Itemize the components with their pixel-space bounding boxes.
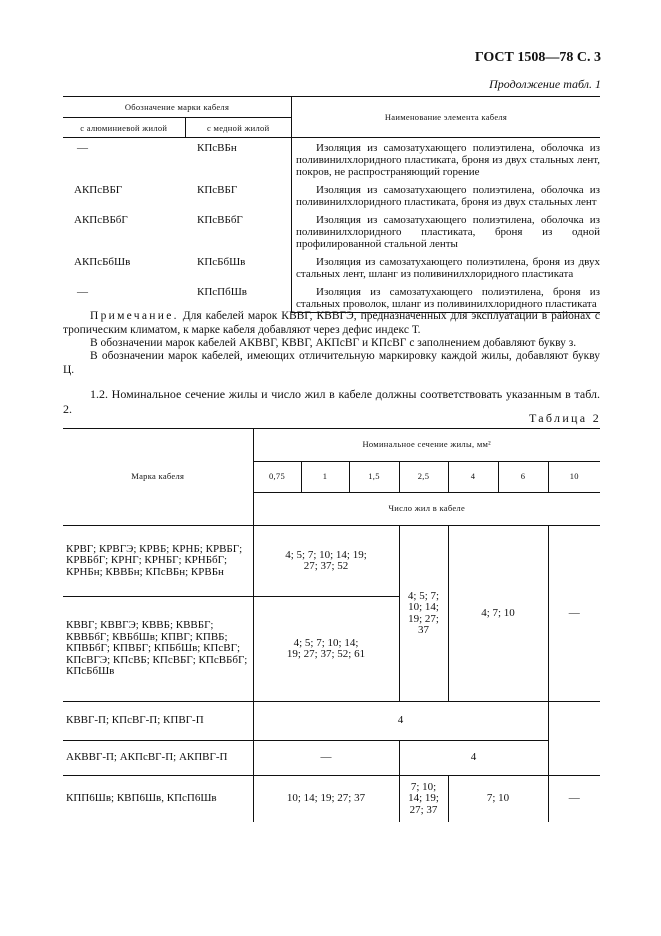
table-row: АКВВГ-П; АКПсВГ-П; АКПВГ-П — 4 bbox=[63, 741, 600, 776]
t2-size-5: 4 bbox=[448, 462, 498, 493]
table-row: КВВГ; КВВГЭ; КВВБ; КВВБГ; КВВБбГ; КВБбШв; КПВГ; КПВБ; КПВБбГ; КПВБГ; КПБбШв; КПсВГ; КПсВГЭ; КПсВБ; КПсВБГ; КПсВБбГ; КПсБбШв 4; 5; 7; 10; 14; 19; 27; 37; 52; 61 bbox=[63, 597, 600, 702]
t1-head-cu: с медной жилой bbox=[185, 118, 292, 138]
note-paragraph-1: Примечание. Для кабелей марок КВВГ, КВВГЭ, предназначенных для эксплуатации в районах с тропическим климатом, к марке кабеля добавляют через дефис индекс Т. bbox=[63, 310, 601, 336]
table-continuation-label: Продолжение табл. 1 bbox=[489, 77, 601, 91]
table-row: КРВГ; КРВГЭ; КРВБ; КРНБ; КРВБГ; КРВБбГ; КРНГ; КРНБГ; КРНБбГ; КРНБн; КВВБн; КПсВБн; КРВБн 4; 5; 7; 10; 14; 19; 27; 37; 52 4; 5; 7; 10; 14; 19; 27; 37 4; 7; 10 — bbox=[63, 526, 600, 597]
table-row: — КПсПбШв Изоляция из самозатухающего полиэтилена, броня из стальных проволок, шланг из поливинилхлоридного пластиката bbox=[63, 282, 600, 313]
table-2-caption: Таблица 2 bbox=[528, 411, 601, 425]
t1-head-marking: Обозначение марки кабеля bbox=[63, 97, 292, 118]
table-row: АКПсВБГ КПсВБГ Изоляция из самозатухающего полиэтилена, оболочка из поливинилхлоридного пластиката, броня из двух стальных лент bbox=[63, 180, 600, 210]
note-paragraph-2: В обозначении марок кабелей АКВВГ, КВВГ, АКПсВГ и КПсВГ с заполнением добавляют букву з. bbox=[90, 337, 577, 349]
table-row: АКПсБбШв КПсБбШв Изоляция из самозатухающего полиэтилена, броня из двух стальных лент, шланг из поливинилхлоридного пластиката bbox=[63, 252, 600, 282]
t2-head-mark: Марка кабеля bbox=[63, 429, 253, 526]
t2-head-section: Номинальное сечение жилы, мм² bbox=[253, 429, 600, 462]
document-header: ГОСТ 1508—78 С. 3 bbox=[474, 50, 601, 65]
t1-head-name: Наименование элемента кабеля bbox=[292, 97, 601, 138]
t2-size-2: 1 bbox=[301, 462, 349, 493]
table-row: КПП6Шв; КВП6Шв, КПсП6Шв 10; 14; 19; 27; 37 7; 10; 14; 19; 27; 37 7; 10 — bbox=[63, 776, 600, 823]
table-row: — КПсВБн Изоляция из самозатухающего полиэтилена, оболочка из поливинилхлоридного пластиката, броня из двух стальных лент, покров, не распространяющий горение bbox=[63, 138, 600, 181]
table-row: АКПсВБбГ КПсВБбГ Изоляция из самозатухающего полиэтилена, оболочка из поливинилхлоридного пластиката, броня из одной профилированной стальной ленты bbox=[63, 210, 600, 252]
t2-size-4: 2,5 bbox=[399, 462, 448, 493]
t2-size-1: 0,75 bbox=[253, 462, 301, 493]
table-2 bbox=[63, 428, 600, 822]
t1-head-al: с алюминиевой жилой bbox=[63, 118, 185, 138]
t2-size-6: 6 bbox=[498, 462, 548, 493]
section-paragraph: 1.2. Номинальное сечение жилы и число жил в кабеле должны соответствовать указанным в табл. 2. bbox=[63, 387, 600, 416]
t2-size-3: 1,5 bbox=[349, 462, 399, 493]
t2-head-count: Число жил в кабеле bbox=[253, 493, 600, 526]
table-row: КВВГ-П; КПсВГ-П; КПВГ-П 4 bbox=[63, 702, 600, 741]
t2-size-7: 10 bbox=[548, 462, 600, 493]
note-paragraph-3: В обозначении марок кабелей, имеющих отличительную маркировку каждой жилы, добавляют букву Ц. bbox=[63, 350, 600, 376]
table-1 bbox=[63, 96, 600, 313]
